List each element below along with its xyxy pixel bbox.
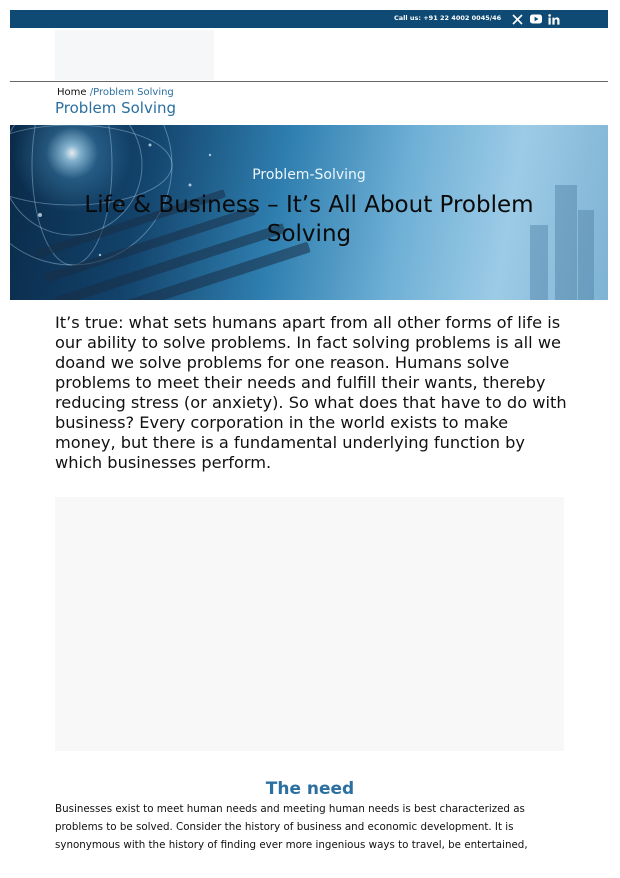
intro-paragraph: It’s true: what sets humans apart from all other forms of life is our ability to solve problems. In fact solving problems is all we doand we solve problems for one reason. Humans solve problems to meet their needs and fulfill their wants, thereby reducing stress (or anxiety). So what does that have to do with business? Every corporation in the world exists to make money, but there is a fundamental underlying function by which businesses perform.	[55, 313, 567, 472]
linkedin-icon[interactable]	[548, 12, 560, 26]
hero-kicker: Problem-Solving	[252, 167, 366, 183]
header-divider	[10, 81, 608, 82]
hero-headline: Life & Business – It’s All About Problem Solving	[84, 192, 534, 247]
page-title: Problem Solving	[55, 99, 177, 117]
breadcrumb	[57, 87, 174, 98]
site-logo[interactable]	[55, 30, 214, 80]
breadcrumb-current: Problem Solving	[93, 87, 174, 98]
breadcrumb-home-link[interactable]: Home	[57, 87, 87, 98]
hero-banner	[10, 125, 608, 300]
media-placeholder	[55, 497, 564, 751]
youtube-icon[interactable]	[530, 12, 542, 26]
breadcrumb-separator: /	[89, 87, 94, 98]
top-bar	[10, 10, 608, 28]
call-us-text[interactable]: Call us: +91 22 4002 0045/46	[394, 14, 502, 22]
section-paragraph: Businesses exist to meet human needs and meeting human needs is best characterized as problems to be solved. Consider the history of business and economic development. It is synonymous with the history of finding ever more ingenious ways to travel, be entertained,	[55, 803, 528, 851]
section-heading: The need	[265, 779, 355, 799]
x-icon[interactable]	[512, 12, 523, 26]
